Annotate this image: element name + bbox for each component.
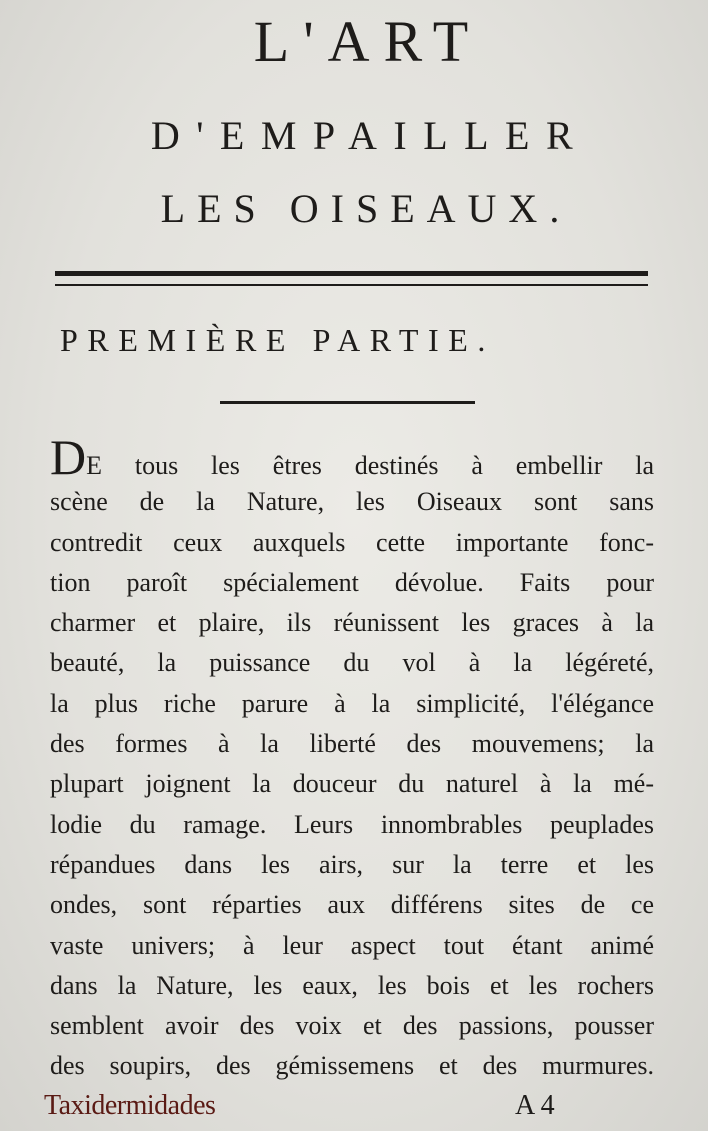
body-line: semblent avoir des voix et des passions, pousser xyxy=(50,1011,654,1041)
title-line-3: LES OISEAUX. xyxy=(160,186,572,231)
body-line-1 xyxy=(50,429,654,485)
body-text xyxy=(50,429,654,1087)
drop-cap: D xyxy=(50,429,87,485)
body-line: contredit ceux auxquels cette importante fonc- xyxy=(50,527,654,557)
body-line: plupart joignent la douceur du naturel à la mé- xyxy=(50,769,654,799)
body-line: dans la Nature, les eaux, les bois et les rochers xyxy=(50,970,654,1000)
body-line: scène de la Nature, les Oiseaux sont sans xyxy=(50,487,654,517)
thin-rule xyxy=(55,284,648,286)
first-line-text: E tous les êtres destinés à embellir la xyxy=(86,451,654,480)
body-line: ondes, sont réparties aux différens sites de ce xyxy=(50,890,654,920)
title-line-2: D'EMPAILLER xyxy=(150,113,590,158)
part-heading: PREMIÈRE PARTIE. xyxy=(60,322,495,358)
body-line: la plus riche parure à la simplicité, l'élégance xyxy=(50,688,654,718)
body-line: lodie du ramage. Leurs innombrables peuplades xyxy=(50,809,654,839)
body-line: répandues dans les airs, sur la terre et les xyxy=(50,849,654,879)
watermark: Taxidermidades xyxy=(44,1090,216,1121)
body-line: vaste univers; à leur aspect tout étant animé xyxy=(50,930,654,960)
body-line: des formes à la liberté des mouvemens; la xyxy=(50,729,654,759)
short-rule xyxy=(220,401,475,404)
body-line: tion paroît spécialement dévolue. Faits pour xyxy=(50,567,654,597)
body-line: charmer et plaire, ils réunissent les graces à la xyxy=(50,608,654,638)
body-line: beauté, la puissance du vol à la légéreté, xyxy=(50,648,654,678)
title-line-1: L'ART xyxy=(253,9,483,74)
body-line: des soupirs, des gémissemens et des murmures. xyxy=(50,1051,654,1081)
signature-mark: A 4 xyxy=(515,1090,555,1121)
thick-rule xyxy=(55,271,648,276)
